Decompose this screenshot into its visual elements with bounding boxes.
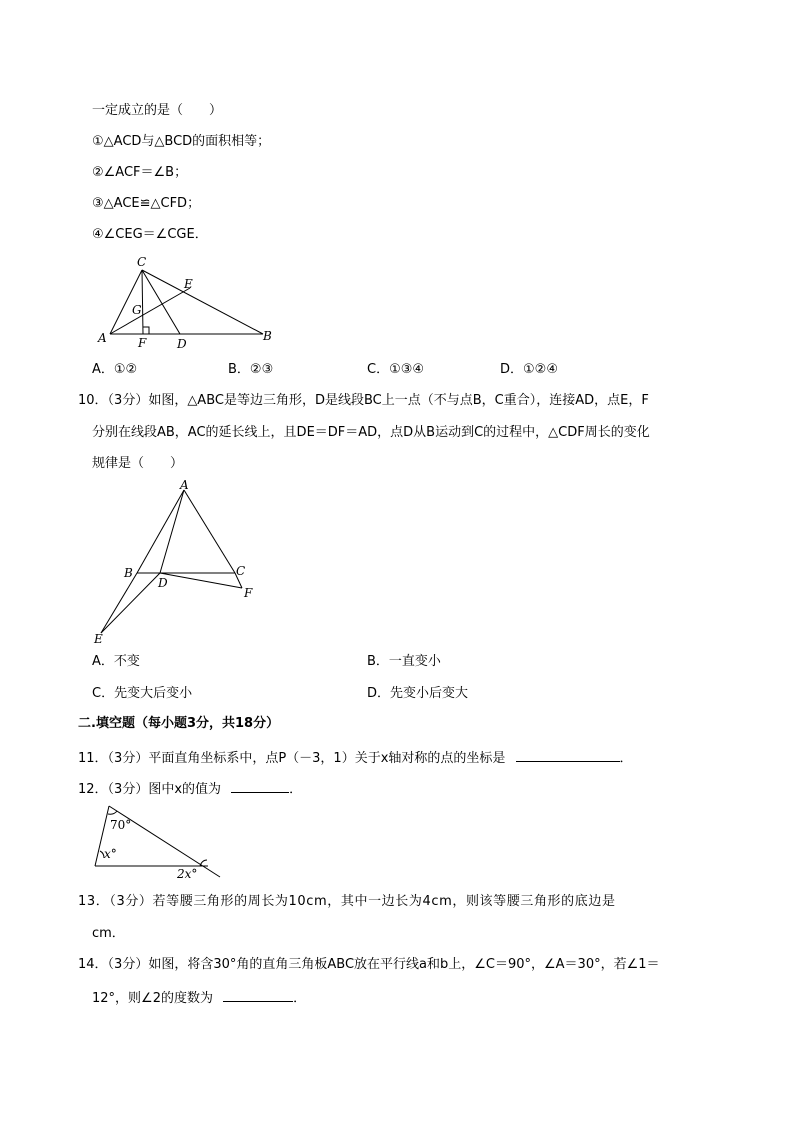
q9-label-e: E [184,277,193,291]
option-text: ②③ [249,362,274,377]
q10-line-2: 分别在线段AB，AC的延长线上，且DE＝DF＝AD，点D从B运动到C的过程中，△CDF周长的变化 [92,425,650,440]
q12-end: ． [289,782,303,797]
q9-label-a: A [98,331,107,345]
q9-item-1: ①△ACD与△BCD的面积相等； [92,134,271,149]
q14-line-2 [92,988,306,1007]
q12-label-left-angle: x° [104,847,117,861]
q12-label-right-angle: 2x° [177,867,198,881]
q9-label-b: B [263,329,272,343]
q14-text: 12°，则∠2的度数为 [92,991,213,1006]
q10-label-d: D [158,576,168,590]
option-letter: C． [92,686,115,701]
q9-label-f: F [138,336,147,350]
q14-end: ． [293,991,307,1006]
q12-text: 12．（3分）图中x的值为 [78,782,222,797]
q13-line-2: cm． [92,926,125,941]
option-letter: D． [500,362,524,377]
option-letter: D． [367,686,391,701]
option-text: ①②④ [523,362,558,377]
q13-line-1: 13．（3分）若等腰三角形的周长为10cm，其中一边长为4cm，则该等腰三角形的底边是 [78,894,616,909]
option-text: 不变 [113,654,140,669]
option-letter: B． [367,654,389,669]
q10-label-e: E [94,632,103,646]
q11-text: 11．（3分）平面直角坐标系中，点P（－3，1）关于x轴对称的点的坐标是 [78,751,506,766]
option-text: 一直变小 [388,654,441,669]
option-letter: C． [367,362,390,377]
q9-label-g: G [132,303,142,317]
q10-line-1: 10．（3分）如图，△ABC是等边三角形，D是线段BC上一点（不与点B，C重合），连接AD，点E，F [78,393,649,408]
q10-label-f: F [244,586,253,600]
option-letter: B． [228,362,250,377]
option-text: ①③④ [389,362,425,377]
option-letter: A． [92,362,114,377]
q9-item-2: ②∠ACF＝∠B； [92,165,188,180]
option-text: 先变小后变大 [390,686,469,701]
section-title: 二.填空题（每小题3分，共18分） [78,716,280,731]
q9-label-d: D [177,337,187,351]
q9-item-4: ④∠CEG＝∠CGE． [92,227,208,242]
answer-blank[interactable] [223,988,293,1002]
q10-line-3: 规律是（ ） [92,456,184,471]
q9-item-3: ③△ACE≌△CFD； [92,196,201,211]
option-text: ①② [113,362,138,377]
q10-label-a: A [180,478,189,492]
q11-end: ． [619,751,633,766]
q12-label-top-angle: 70° [110,818,132,832]
option-text: 先变大后变小 [114,686,193,701]
q9-label-c: C [137,255,147,269]
q10-label-c: C [236,564,246,578]
q10-label-b: B [124,566,133,580]
q14-line-1: 14．（3分）如图，将含30°角的直角三角板ABC放在平行线a和b上，∠C＝90°，∠A＝30°，若∠1＝ [78,957,660,972]
option-letter: A． [92,654,114,669]
q9-stem-tail: 一定成立的是（ ） [92,103,223,118]
